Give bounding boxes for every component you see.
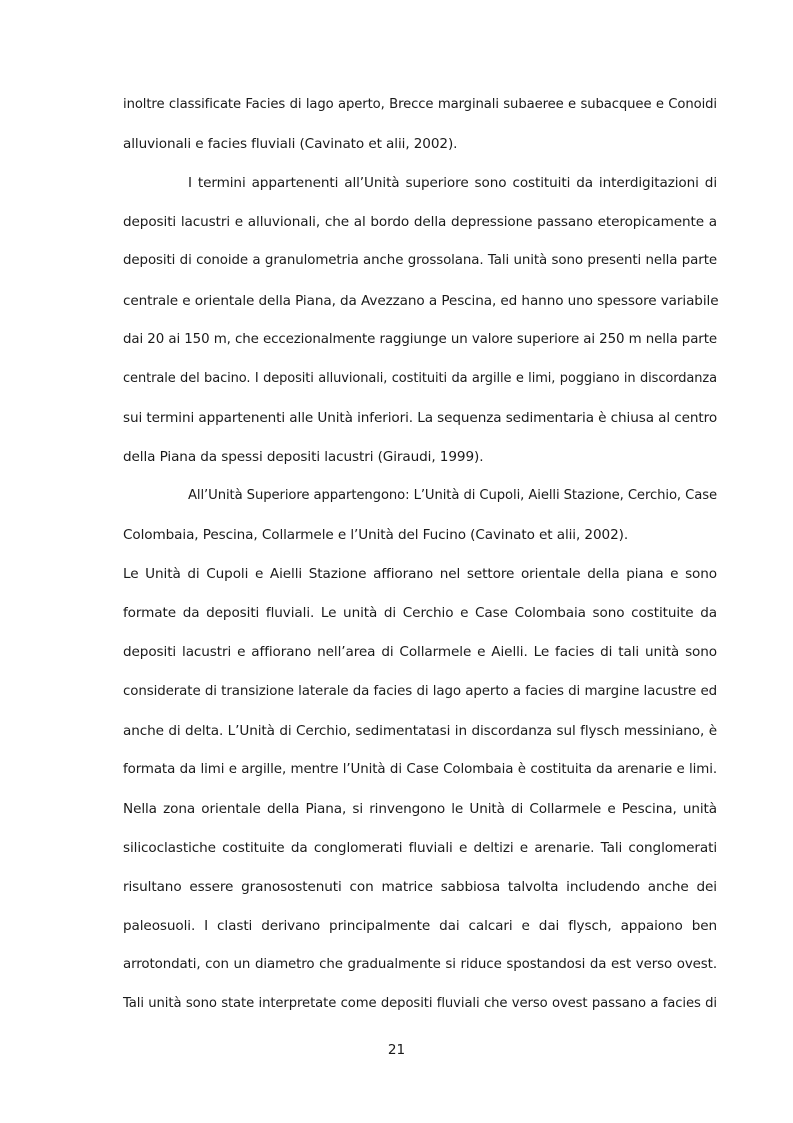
text-line: anche di delta. L’Unità di Cerchio, sedimentatasi in discordanza sul flysch messiniano, è: [123, 722, 717, 739]
text-line: All’Unità Superiore appartengono: L’Unità di Cupoli, Aielli Stazione, Cerchio, Case: [188, 488, 717, 503]
text-line: depositi lacustri e alluvionali, che al bordo della depressione passano eteropicamente a: [123, 214, 717, 231]
page-number: 21: [387, 1042, 406, 1058]
text-line: formate da depositi fluviali. Le unità di Cerchio e Case Colombaia sono costituite da: [123, 605, 717, 622]
text-line: Nella zona orientale della Piana, si rinvengono le Unità di Collarmele e Pescina, unità: [123, 800, 717, 817]
text-line: considerate di transizione laterale da facies di lago aperto a facies di margine lacustre ed: [123, 683, 717, 699]
text-line: sui termini appartenenti alle Unità inferiori. La sequenza sedimentaria è chiusa al centro: [123, 409, 718, 426]
text-line: Le Unità di Cupoli e Aielli Stazione affiorano nel settore orientale della piana e sono: [123, 566, 717, 583]
text-line: silicoclastiche costituite da conglomerati fluviali e deltizi e arenarie. Tali conglomerati: [123, 839, 717, 856]
text-line: depositi lacustri e affiorano nell’area di Collarmele e Aielli. Le facies di tali unità sono: [123, 644, 717, 661]
text-line: alluvionali e facies fluviali (Cavinato et alii, 2002).: [123, 136, 458, 153]
text-line: della Piana da spessi depositi lacustri (Giraudi, 1999).: [123, 448, 484, 465]
text-line: I termini appartenenti all’Unità superiore sono costituiti da interdigitazioni di: [188, 175, 717, 192]
text-line: Tali unità sono state interpretate come depositi fluviali che verso ovest passano a facies di: [123, 996, 717, 1012]
text-line: arrotondati, con un diametro che gradualmente si riduce spostandosi da est verso ovest.: [123, 957, 717, 973]
text-line: formata da limi e argille, mentre l’Unità di Case Colombaia è costituita da arenarie e limi.: [123, 761, 717, 777]
text-line: risultano essere granosostenuti con matrice sabbiosa talvolta includendo anche dei: [123, 879, 717, 895]
text-line: dai 20 ai 150 m, che eccezionalmente raggiunge un valore superiore ai 250 m nella parte: [123, 331, 717, 347]
text-line: paleosuoli. I clasti derivano principalmente dai calcari e dai flysch, appaiono ben: [123, 918, 717, 935]
text-line: depositi di conoide a granulometria anche grossolana. Tali unità sono presenti nella parte: [123, 253, 717, 269]
text-line: inoltre classificate Facies di lago aperto, Brecce marginali subaeree e subacquee e Conoidi: [123, 97, 717, 112]
text-line: Colombaia, Pescina, Collarmele e l’Unità del Fucino (Cavinato et alii, 2002).: [123, 527, 629, 544]
text-line: centrale e orientale della Piana, da Avezzano a Pescina, ed hanno uno spessore variabile: [123, 292, 719, 309]
text-line: centrale del bacino. I depositi alluvionali, costituiti da argille e limi, poggiano in discordanza: [123, 370, 717, 386]
